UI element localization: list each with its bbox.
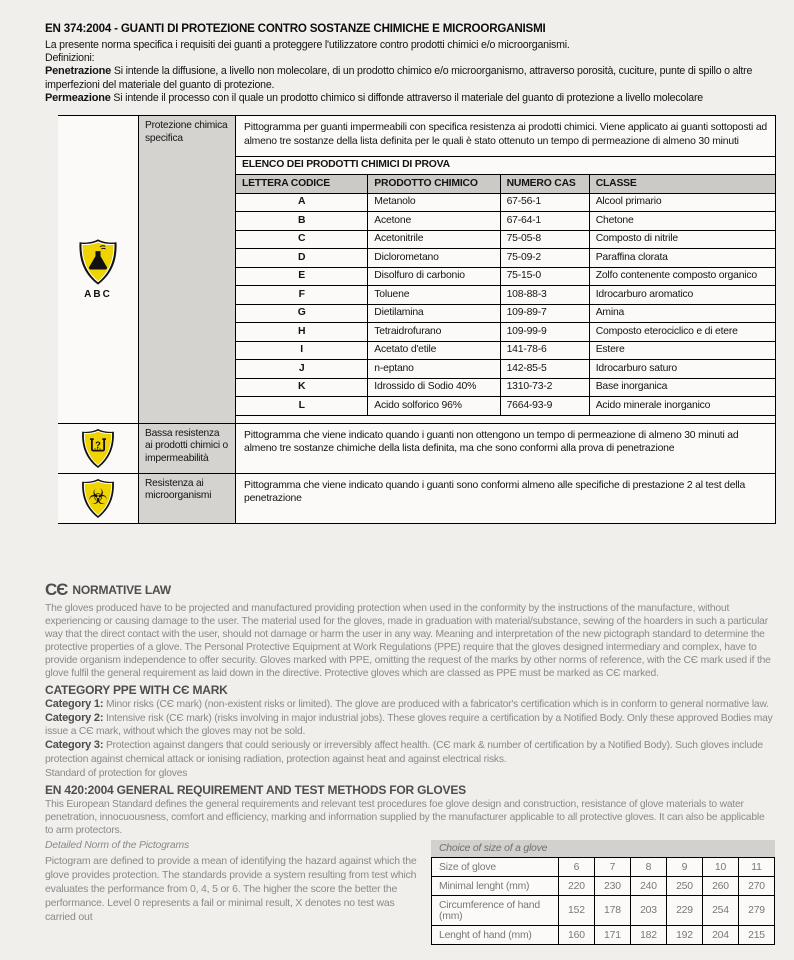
chemical-table-header-row (236, 175, 776, 194)
size-row-label: Minimal lenght (mm) (432, 877, 559, 896)
cell-letter-code: B (236, 212, 368, 231)
en420-body: This European Standard defines the general requirements and relevant test procedures foe glove design and construction, resistance of glove materials to water penetration, innocuousness, comfort and efficiency, marking and information supplied by the manufacturer applicable to all protective gloves. It can also be applicable to arm protectors. (45, 798, 765, 836)
size-value: 229 (666, 896, 702, 926)
size-table-body (432, 858, 775, 945)
protection-pictogram-table (58, 115, 776, 524)
size-row-label: Size of glove (432, 858, 559, 877)
definition-penetrazione (45, 65, 775, 91)
row-description: Pittogramma che viene indicato quando i guanti sono conformi almeno alle specifiche di prestazione 2 al test della penetrazione (244, 479, 746, 505)
category-text: Minor risks (CЄ mark) (non-existent risks or limited). The glove are produced with a fabricator's certification which is in conform to general normative law. (106, 699, 769, 711)
pictogram-note-title: Detailed Norm of the Pictograms (45, 840, 189, 852)
size-row-label: Lenght of hand (mm) (432, 926, 559, 945)
size-value: 11 (738, 858, 774, 877)
size-table-row (432, 926, 775, 945)
cell-letter-code: L (236, 397, 368, 416)
size-value: 250 (666, 877, 702, 896)
chemical-row (236, 378, 776, 397)
chemical-row (236, 397, 776, 416)
cell-product: Dietilamina (368, 304, 500, 323)
row-description-cell (236, 424, 775, 473)
header-block (45, 22, 775, 105)
definition-term: Penetrazione (45, 65, 112, 78)
row-description-cell (236, 474, 775, 523)
ce-mark-icon: CЄ (45, 579, 68, 599)
row-label: Protezione chimica specifica (138, 116, 236, 423)
size-value: 171 (594, 926, 630, 945)
size-value: 7 (594, 858, 630, 877)
cell-cas-number: 75-05-8 (500, 230, 589, 249)
category-text: Intensive risk (CЄ mark) (risks involving in major industrial jobs). These gloves require a certification by a Notified Body. Only these approved Bodies may issue a CЄ mark, without which the gloves may not be sold. (45, 713, 773, 738)
size-table-row (432, 877, 775, 896)
svg-text:?: ? (95, 439, 101, 450)
en420-heading: EN 420:2004 GENERAL REQUIREMENT AND TEST METHODS FOR GLOVES (45, 782, 466, 797)
size-table-row (432, 896, 775, 926)
size-value: 204 (702, 926, 738, 945)
definition-text: Si intende il processo con il quale un prodotto chimico si diffonde attraverso il materiale del guanto di protezione a livello molecolare (113, 91, 703, 104)
cell-cas-number: 67-56-1 (500, 193, 589, 212)
category-item (45, 712, 775, 738)
cell-class: Composto eterociclico e di etere (589, 323, 775, 342)
english-section (45, 580, 775, 945)
normative-law-heading: NORMATIVE LAW (72, 582, 171, 597)
cell-class: Idrocarburo aromatico (589, 286, 775, 305)
cell-product: Acetonitrile (368, 230, 500, 249)
chemical-row (236, 249, 776, 268)
size-value: 203 (630, 896, 666, 926)
cell-class: Acido minerale inorganico (589, 397, 775, 416)
cell-class: Alcool primario (589, 193, 775, 212)
chemical-row (236, 323, 776, 342)
chemical-row (236, 286, 776, 305)
cell-letter-code: E (236, 267, 368, 286)
cell-class: Composto di nitrile (589, 230, 775, 249)
glove-size-table (431, 857, 775, 945)
size-table-row (432, 858, 775, 877)
cell-class: Idrocarburo saturo (589, 360, 775, 379)
normative-law-heading-row (45, 580, 775, 600)
size-value: 254 (702, 896, 738, 926)
row-label: Resistenza ai microorganismi (138, 474, 236, 523)
cell-product: n-eptano (368, 360, 500, 379)
size-table-column (431, 840, 775, 945)
category-label: Category 3: (45, 739, 104, 752)
cell-product: Acetone (368, 212, 500, 231)
cell-class: Chetone (589, 212, 775, 231)
size-value: 215 (738, 926, 774, 945)
cell-letter-code: G (236, 304, 368, 323)
chemical-row (236, 212, 776, 231)
protection-row-microorganisms (58, 473, 775, 524)
cell-cas-number: 1310-73-2 (500, 378, 589, 397)
normative-law-body: The gloves produced have to be projected and manufactured providing protection when used in the conformity by the instructions of the manufacture, without experiencing or causing damage to the user. The material used for the gloves, made in graduation with material/substance, sewing of the hoarders in such a particular way that the direct contact with the user, should not damage or harm the user in any way. Meaning and interpretation of the new pictograph standard to determine the protective properties of a glove. The Personal Protective Equipment at Work Regulations (PPE) require that the gloves designed intermediary and complex, have to provide organism independence to offer security. Gloves marked with PPE, omitting the request of the marks by other norms of reference, with the CЄ mark used if the glove fulfil the general requirement as laid down in the directive. Protective gloves which are classed as PPE must be marked as CЄ marked. (45, 602, 771, 680)
category-item (45, 739, 775, 765)
chemical-row (236, 267, 776, 286)
chemical-row (236, 341, 776, 360)
cell-class: Amina (589, 304, 775, 323)
row-label: Bassa resistenza ai prodotti chimici o impermeabilità (138, 424, 236, 473)
col-header-classe: CLASSE (589, 175, 775, 194)
size-value: 160 (558, 926, 594, 945)
cell-letter-code: I (236, 341, 368, 360)
svg-text:☣: ☣ (88, 484, 108, 510)
size-value: 10 (702, 858, 738, 877)
chemical-row (236, 304, 776, 323)
category-text: Protection against dangers that could seriously or irreversibly affect health. (CЄ mark & number of certification by a Notified Body). Such gloves include protection against chemical attack or ionising radiation, protection against heat and against electrical risks. (45, 740, 763, 765)
cell-cas-number: 141-78-6 (500, 341, 589, 360)
cell-product: Tetraidrofurano (368, 323, 500, 342)
chemical-flask-shield-icon (77, 238, 119, 286)
size-value: 260 (702, 877, 738, 896)
cell-cas-number: 109-99-9 (500, 323, 589, 342)
cell-cas-number: 75-15-0 (500, 267, 589, 286)
cell-class: Base inorganica (589, 378, 775, 397)
size-value: 6 (558, 858, 594, 877)
size-value: 192 (666, 926, 702, 945)
cell-product: Toluene (368, 286, 500, 305)
chemical-row (236, 193, 776, 212)
cell-product: Diclorometano (368, 249, 500, 268)
intro-text: La presente norma specifica i requisiti dei guanti a proteggere l'utilizzatore contro prodotti chimici e/o microorganismi. (45, 39, 570, 51)
size-value: 240 (630, 877, 666, 896)
definition-text: Si intende la diffusione, a livello non molecolare, di un prodotto chimico e/o microorganismo, attraverso porosità, cuciture, punte di spillo o altre imperfezioni del materiale del guanto di protezione. (45, 65, 753, 91)
cell-cas-number: 109-89-7 (500, 304, 589, 323)
chemical-table-title-row (236, 156, 776, 175)
cell-product: Disolfuro di carbonio (368, 267, 500, 286)
col-header-prodotto: PRODOTTO CHIMICO (368, 175, 500, 194)
bottom-columns (45, 840, 775, 945)
chemical-table-title: ELENCO DEI PRODOTTI CHIMICI DI PROVA (236, 156, 776, 175)
cell-letter-code: F (236, 286, 368, 305)
size-row-label: Circumference of hand (mm) (432, 896, 559, 926)
row-description-cell (236, 116, 775, 423)
protection-row-low-resistance (58, 423, 775, 473)
pictogram-cell (58, 424, 138, 473)
chemical-row (236, 230, 776, 249)
chemical-products-table (235, 156, 776, 416)
category-item (45, 698, 775, 711)
pictogram-cell (58, 474, 138, 523)
page-title: EN 374:2004 - GUANTI DI PROTEZIONE CONTRO SOSTANZE CHIMICHE E MICROORGANISMI (45, 22, 546, 35)
size-value: 220 (558, 877, 594, 896)
definition-permeazione (45, 92, 775, 105)
category-heading: CATEGORY PPE WITH CЄ MARK (45, 683, 228, 698)
pictogram-note-column (45, 840, 417, 945)
size-value: 178 (594, 896, 630, 926)
definitions-label: Definizioni: (45, 52, 95, 65)
pictogram-caption: ABC (84, 289, 112, 301)
cell-cas-number: 7664-93-9 (500, 397, 589, 416)
cell-cas-number: 108-88-3 (500, 286, 589, 305)
cell-letter-code: H (236, 323, 368, 342)
cell-letter-code: C (236, 230, 368, 249)
protection-row-chemical (58, 115, 775, 423)
cell-cas-number: 67-64-1 (500, 212, 589, 231)
cell-letter-code: D (236, 249, 368, 268)
biohazard-shield-icon (80, 478, 116, 519)
chemical-table-body (236, 193, 776, 415)
size-value: 279 (738, 896, 774, 926)
size-value: 230 (594, 877, 630, 896)
pictogram-note-body: Pictogram are defined to provide a mean of identifying the hazard against which the glove provides protection. The standards provide a system resulting from test which evaluates the performance from 0, 4, 5 or 6. The higher the score the better the performance. Level 0 represents a fail or minimal result, X denotes no test was carried out (45, 855, 417, 924)
cell-product: Acetato d'etile (368, 341, 500, 360)
category-label: Category 1: (45, 698, 104, 711)
size-value: 182 (630, 926, 666, 945)
cell-letter-code: J (236, 360, 368, 379)
row-description: Pittogramma che viene indicato quando i guanti non ottengono un tempo di permeazione di almeno 30 minuti ad almeno tre sostanze chimiche della lista definita, ma che sono conformi alla prova di penetrazione (244, 429, 739, 455)
standard-note: Standard of protection for gloves (45, 767, 188, 779)
size-value: 152 (558, 896, 594, 926)
cell-letter-code: K (236, 378, 368, 397)
chemical-row (236, 360, 776, 379)
categories-list (45, 698, 775, 765)
size-value: 8 (630, 858, 666, 877)
size-table-title: Choice of size of a glove (431, 840, 775, 857)
col-header-lettera: LETTERA CODICE (236, 175, 368, 194)
pictogram-cell (58, 116, 138, 423)
cell-letter-code: A (236, 193, 368, 212)
row-description: Pittogramma per guanti impermeabili con specifica resistenza ai prodotti chimici. Viene applicato ai guanti sottoposti ad almeno tre sostanze della lista definita per le quali è stato ottenuto un tempo di permeazione di almeno 30 minuti (244, 122, 767, 147)
size-value: 270 (738, 877, 774, 896)
cell-product: Acido solforico 96% (368, 397, 500, 416)
category-label: Category 2: (45, 712, 104, 725)
cell-class: Estere (589, 341, 775, 360)
cell-cas-number: 142-85-5 (500, 360, 589, 379)
cell-product: Idrossido di Sodio 40% (368, 378, 500, 397)
cell-cas-number: 75-09-2 (500, 249, 589, 268)
cell-product: Metanolo (368, 193, 500, 212)
size-value: 9 (666, 858, 702, 877)
cell-class: Paraffina clorata (589, 249, 775, 268)
col-header-cas: NUMERO CAS (500, 175, 589, 194)
question-beaker-shield-icon (80, 428, 116, 469)
definition-term: Permeazione (45, 91, 111, 104)
cell-class: Zolfo contenente composto organico (589, 267, 775, 286)
